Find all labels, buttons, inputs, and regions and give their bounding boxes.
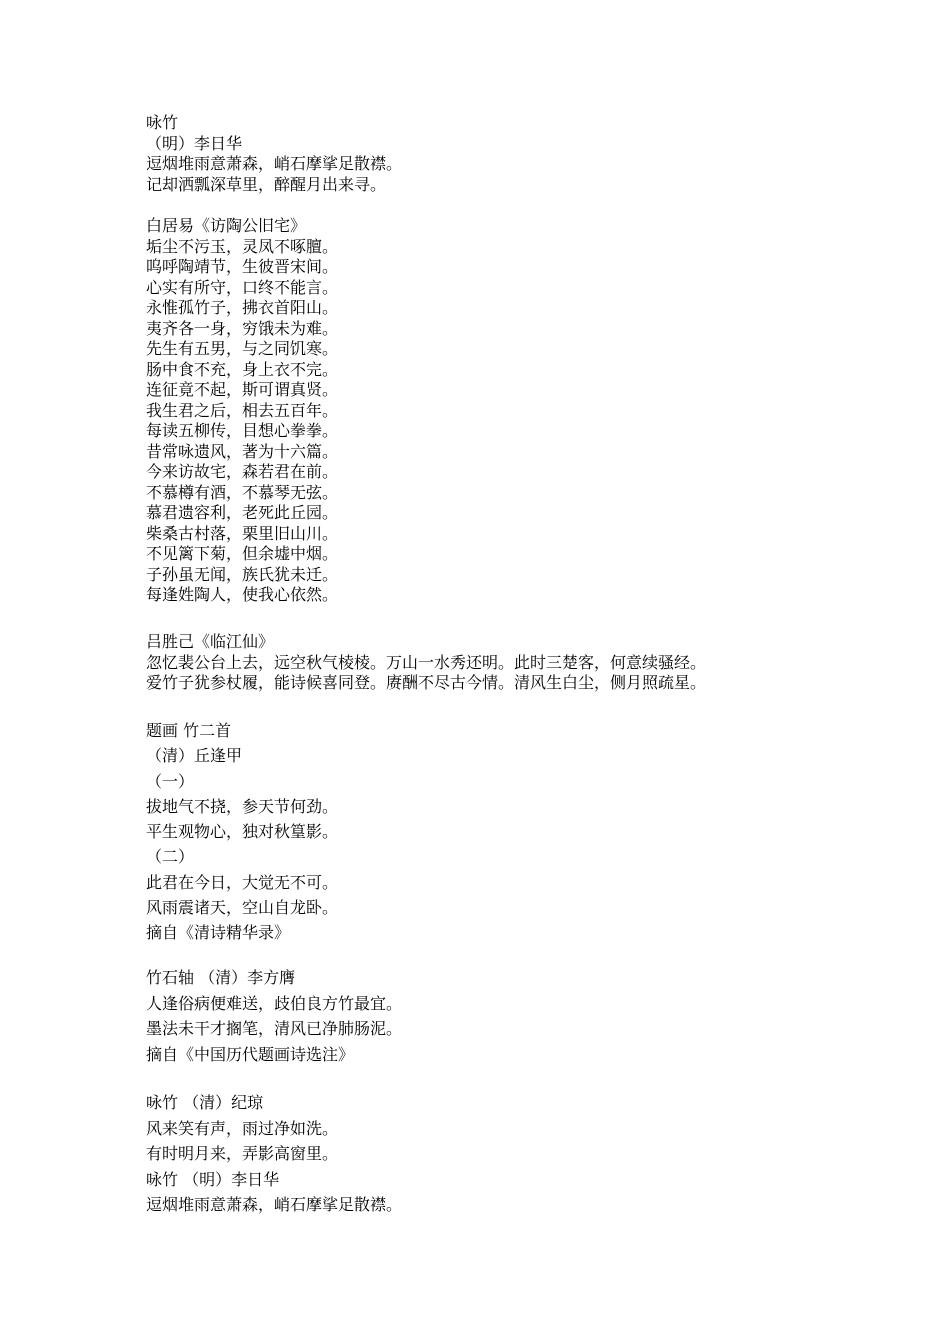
poem-line: 永惟孤竹子，拂衣首阳山。 [146, 298, 339, 317]
poem-line: 不见篱下菊，但余墟中烟。 [146, 544, 339, 563]
poem-line: 连征竟不起，斯可谓真贤。 [146, 380, 339, 399]
poem-line: 呜呼陶靖节，生彼晋宋间。 [146, 257, 339, 276]
poem-title: 白居易《访陶公旧宅》 [146, 216, 307, 235]
poem-line: 垢尘不污玉，灵凤不啄膻。 [146, 236, 339, 256]
poem-line: 每逢姓陶人，使我心依然。 [146, 585, 339, 604]
poem-line: 平生观物心，独对秋篁影。 [146, 822, 339, 842]
poem-line: 墨法未干才搁笔，清风已净肺肠泥。 [146, 1019, 403, 1038]
poem-line: 慕君遗容利，老死此丘园。 [146, 503, 339, 522]
poem-line: 风来笑有声，雨过净如洗。 [146, 1118, 339, 1138]
poem-line: 爱竹子犹参杖履，能诗候喜同登。赓酬不尽古今情。清风生白尘，侧月照疏星。 [146, 673, 707, 692]
poem-line: 子孙虽无闻，族氏犹未迁。 [146, 564, 339, 584]
poem-title: 竹石轴 （清）李方膺 [146, 968, 296, 987]
poem-title: 咏竹 [146, 113, 179, 132]
poem-title: 题画 竹二首 [146, 721, 232, 740]
poem-section-2 [146, 216, 338, 606]
poem-author: （明）李日华 [146, 133, 243, 153]
poem-line: 先生有五男，与之同饥寒。 [146, 339, 339, 358]
poem-line: 此君在今日，大觉无不可。 [146, 872, 339, 892]
poem-line: 有时明月来，弄影高窗里。 [146, 1144, 339, 1163]
poem-line: 每读五柳传，目想心拳拳。 [146, 421, 339, 440]
poem-line: 肠中食不充，身上衣不完。 [146, 359, 339, 379]
poem-line: 风雨震诸天，空山自龙卧。 [146, 898, 339, 918]
poem-title: 吕胜己《临江仙》 [146, 632, 275, 651]
poem-section-4 [146, 718, 338, 946]
poem-source: 摘自《清诗精华录》 [146, 923, 291, 943]
poem-line: 逗烟堆雨意萧森，峭石摩挲足散襟。 [146, 1195, 403, 1214]
poem-section-5 [146, 965, 402, 1067]
poem-line: 不慕樽有酒，不慕琴无弦。 [146, 482, 339, 502]
poem-line: 逗烟堆雨意萧森，峭石摩挲足散襟。 [146, 154, 403, 173]
poem-section-1 [146, 113, 402, 195]
poem-section-3 [146, 632, 706, 694]
poem-line: 心实有所守，口终不能言。 [146, 277, 339, 297]
poem-line: 柴桑古村落，栗里旧山川。 [146, 523, 339, 543]
poem-line: 我生君之后，相去五百年。 [146, 400, 339, 420]
poem-line: 拔地气不挠，参天节何劲。 [146, 796, 339, 816]
poem-title: 咏竹 （清）纪琼 [146, 1093, 264, 1112]
poem-line: 夷齐各一身，穷饿未为难。 [146, 318, 339, 338]
poem-subtitle: （一） [146, 771, 195, 791]
poem-title: 咏竹 （明）李日华 [146, 1169, 280, 1189]
poem-author: （清）丘逢甲 [146, 746, 243, 766]
poem-section-6 [146, 1090, 402, 1218]
poem-source: 摘自《中国历代题画诗选注》 [146, 1044, 355, 1064]
poem-subtitle: （二） [146, 847, 195, 867]
poem-line: 昔常咏遗风，著为十六篇。 [146, 441, 339, 461]
poem-line: 人逢俗病便难送，歧伯良方竹最宜。 [146, 993, 403, 1013]
poem-line: 记却洒瓢深草里，醉醒月出来寻。 [146, 174, 387, 194]
poem-line: 今来访故宅，森若君在前。 [146, 462, 339, 481]
poem-line: 忽忆裴公台上去，远空秋气棱棱。万山一水秀还明。此时三楚客，何意续骚经。 [146, 652, 707, 672]
